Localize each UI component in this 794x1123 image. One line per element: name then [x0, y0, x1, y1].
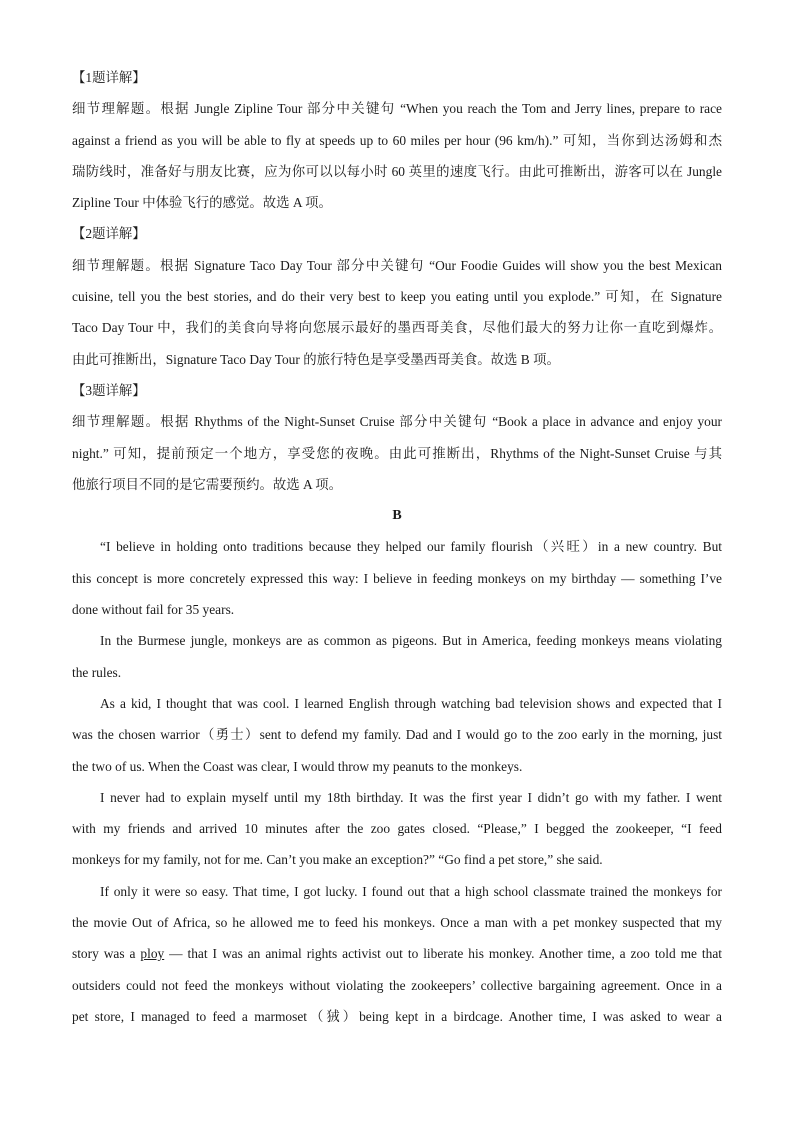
passage-line-with-underline: story was a ploy — that I was an animal rights activist out to liberate his monkey. Another time, a zoo told me that — [72, 946, 722, 962]
q2-line-1: 细节理解题。根据 Signature Taco Day Tour 部分中关键句 “Our Foodie Guides will show you the best Mexican — [72, 257, 722, 273]
passage-line: In the Burmese jungle, monkeys are as common as pigeons. But in America, feeding monkeys means violating — [100, 633, 722, 649]
q1-heading: 【1题详解】 — [72, 70, 146, 85]
passage-paragraph-2 — [72, 625, 722, 688]
passage-line: this concept is more concretely expressed this way: I believe in feeding monkeys on my birthday — something I’ve — [72, 570, 722, 586]
q2-line-4: 由此可推断出，Signature Taco Day Tour 的旅行特色是享受墨西哥美食。故选 B 项。 — [72, 351, 560, 367]
passage-paragraph-4 — [72, 782, 722, 876]
passage-line: with my friends and arrived 10 minutes after the zoo gates closed. “Please,” I begged the zookeeper, “I feed — [72, 821, 722, 837]
passage-line: outsiders could not feed the monkeys without violating the zookeepers’ collective bargaining agreement. Once in a — [72, 977, 722, 993]
passage-line: monkeys for my family, not for me. Can’t you make an exception?” “Go find a pet store,” she said. — [72, 852, 603, 868]
passage-line: pet store, I managed to feed a marmoset（狨）being kept in a birdcage. Another time, I was asked to wear a — [72, 1008, 722, 1024]
q3-heading: 【3题详解】 — [72, 382, 146, 398]
passage-line: done without fail for 35 years. — [72, 602, 235, 618]
underlined-word: ploy — [140, 946, 165, 962]
passage-line: the rules. — [72, 664, 122, 680]
q1-line-2: against a friend as you will be able to fly at speeds up to 60 miles per hour (96 km/h).” 可知，当你到达汤姆和杰 — [72, 132, 722, 148]
passage-line: the two of us. When the Coast was clear, I would throw my peanuts to the monkeys. — [72, 758, 523, 774]
q3-line-2: night.” 可知，提前预定一个地方，享受您的夜晚。由此可推断出，Rhythms of the Night-Sunset Cruise 与其 — [72, 445, 722, 461]
q2-line-3: Taco Day Tour 中，我们的美食向导将向您展示最好的墨西哥美食，尽他们最大的努力让你一直吃到爆炸。 — [72, 320, 722, 336]
passage-line: “I believe in holding onto traditions because they helped our family flourish（兴旺）in a new country. But — [100, 539, 722, 555]
q2-heading: 【2题详解】 — [72, 226, 146, 242]
passage-paragraph-5 — [72, 876, 722, 1032]
q3-line-1: 细节理解题。根据 Rhythms of the Night-Sunset Cruise 部分中关键句 “Book a place in advance and enjoy your — [72, 414, 722, 430]
passage-paragraph-1 — [72, 531, 722, 625]
passage-line: If only it were so easy. That time, I got lucky. I found out that a high school classmate trained the monkeys for — [100, 883, 722, 899]
q2-line-2: cuisine, tell you the best stories, and do their very best to keep you eating until you explode.” 可知，在 Signature — [72, 289, 722, 305]
passage-line: was the chosen warrior（勇士）sent to defend my family. Dad and I would go to the zoo early in the morning, just — [72, 727, 722, 743]
q3-line-3: 他旅行项目不同的是它需要预约。故选 A 项。 — [72, 476, 343, 492]
document-page — [72, 62, 722, 1032]
passage-line: As a kid, I thought that was cool. I learned English through watching bad television shows and expected that I — [100, 695, 722, 711]
passage-paragraph-3 — [72, 688, 722, 782]
passage-line: the movie Out of Africa, so he allowed me to feed his monkeys. Once a man with a pet monkey suspected that my — [72, 915, 722, 931]
q1-line-4: Zipline Tour 中体验飞行的感觉。故选 A 项。 — [72, 195, 332, 211]
section-b-title: B — [392, 508, 402, 524]
passage-line: I never had to explain myself until my 18th birthday. It was the first year I didn’t go with my father. I went — [100, 789, 722, 805]
q1-line-3: 瑞防线时，准备好与朋友比赛，应为你可以以每小时 60 英里的速度飞行。由此可推断出，游客可以在 Jungle — [72, 163, 722, 179]
q1-line-1: 细节理解题。根据 Jungle Zipline Tour 部分中关键句 “When you reach the Tom and Jerry lines, prepare to race — [72, 101, 722, 117]
